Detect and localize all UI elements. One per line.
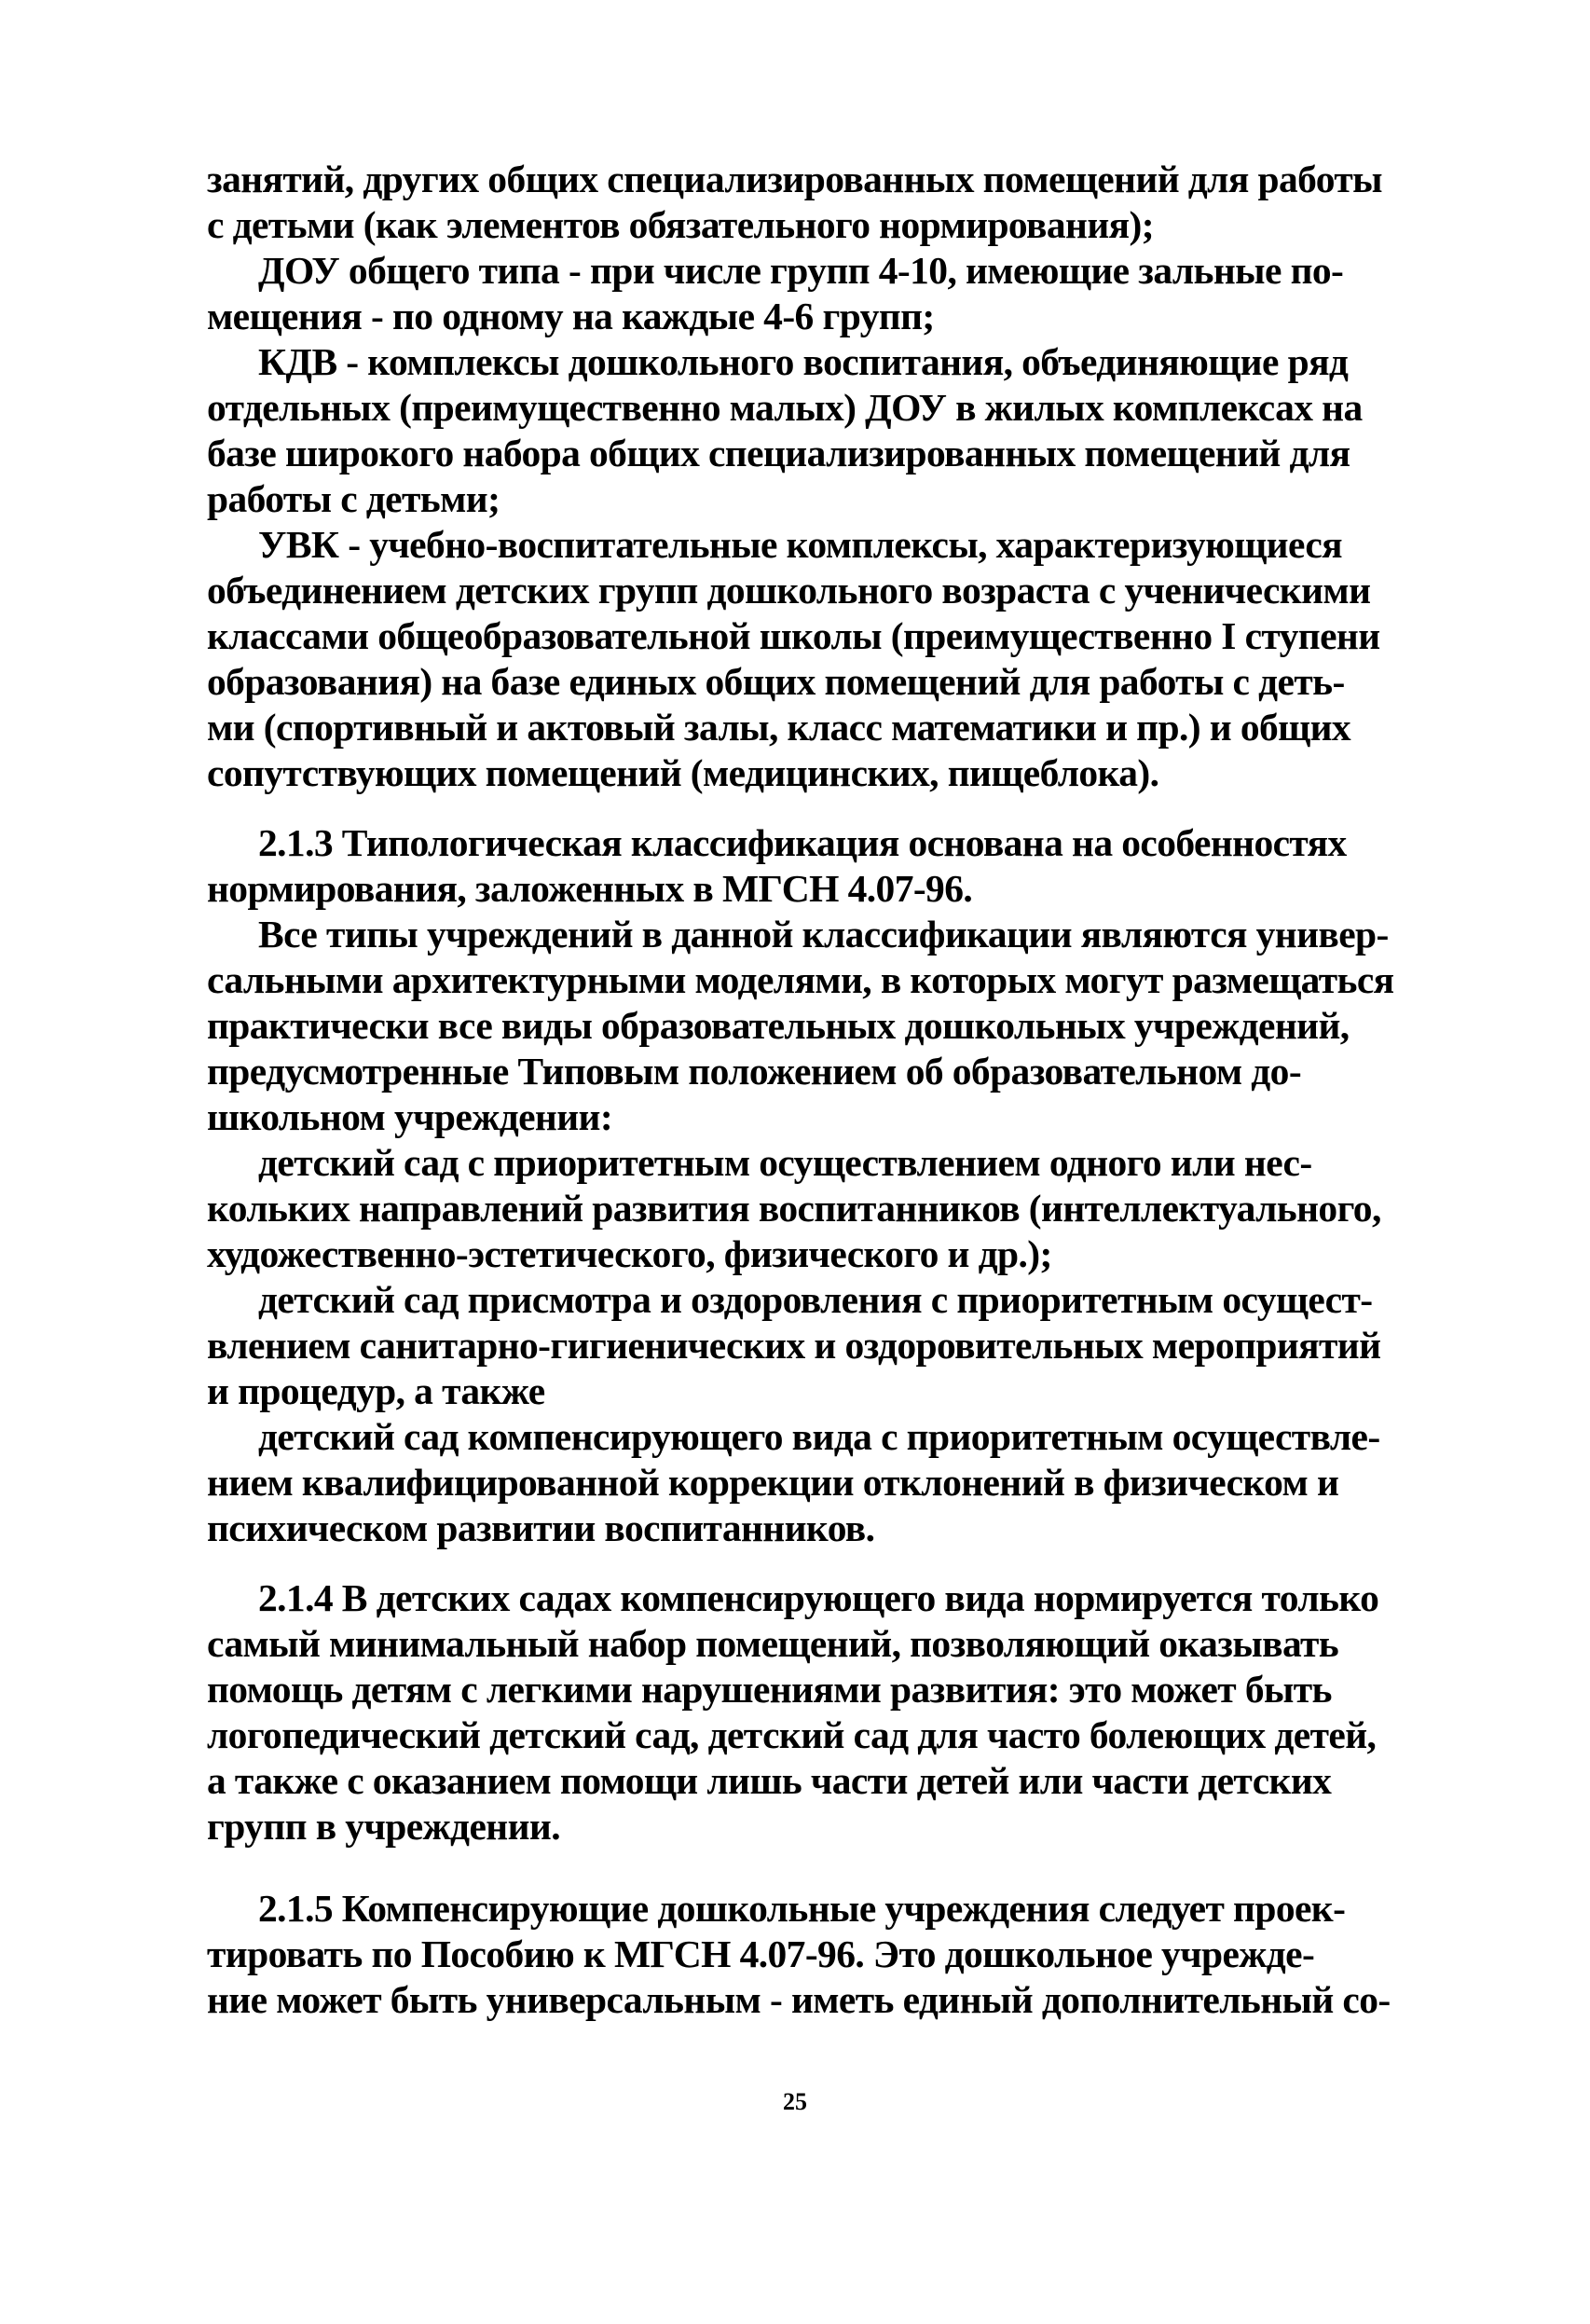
text-line: мещения - по одному на каждые 4-6 групп; (207, 295, 935, 337)
text-line: с детьми (как элементов обязательного нормирования); (207, 203, 1154, 246)
text-line: УВК - учебно-воспитательные комплексы, характеризующиеся (258, 523, 1342, 566)
text-line: детский сад компенсирующего вида с приоритетным осуществле- (258, 1415, 1380, 1458)
text-line: 2.1.4 В детских садах компенсирующего вида нормируется только (258, 1576, 1379, 1619)
text-line: детский сад с приоритетным осуществлением одного или нес- (258, 1141, 1312, 1184)
text-line: а также с оказанием помощи лишь части детей или части детских (207, 1759, 1332, 1802)
text-line: КДВ - комплексы дошкольного воспитания, объединяющие ряд (258, 340, 1349, 383)
text-line: работы с детьми; (207, 477, 500, 520)
text-line: логопедический детский сад, детский сад для часто болеющих детей, (207, 1713, 1377, 1756)
text-line: практически все виды образовательных дошкольных учреждений, (207, 1004, 1350, 1047)
text-line: ДОУ общего типа - при числе групп 4-10, имеющие зальные по- (258, 249, 1344, 292)
text-line: тировать по Пособию к МГСН 4.07-96. Это дошкольное учрежде- (207, 1932, 1315, 1975)
text-line: ние может быть универсальным - иметь единый дополнительный со- (207, 1978, 1391, 2021)
text-line: отдельных (преимущественно малых) ДОУ в жилых комплексах на (207, 386, 1363, 429)
text-line: 2.1.3 Типологическая классификация основана на особенностях (258, 821, 1347, 864)
page-number: 25 (783, 2088, 807, 2115)
text-line: влением санитарно-гигиенических и оздоровительных мероприятий (207, 1324, 1381, 1367)
text-line: художественно-эстетического, физического и др.); (207, 1232, 1052, 1275)
text-line: занятий, других общих специализированных помещений для работы (207, 158, 1382, 200)
text-line: 2.1.5 Компенсирующие дошкольные учреждения следует проек- (258, 1887, 1346, 1930)
paragraph-block-2-1-3 (207, 820, 1428, 1551)
text-line: классами общеобразовательной школы (преимущественно I ступени (207, 614, 1380, 657)
text-line: объединением детских групп дошкольного возраста с ученическими (207, 569, 1371, 612)
text-line: самый минимальный набор помещений, позволяющий оказывать (207, 1622, 1339, 1665)
text-line: предусмотренные Типовым положением об образовательном до- (207, 1050, 1302, 1093)
text-line: нием квалифицированной коррекции отклонений в физическом и (207, 1461, 1339, 1504)
text-line: нормирования, заложенных в МГСН 4.07-96. (207, 867, 973, 910)
text-line: детский сад присмотра и оздоровления с приоритетным осущест- (258, 1278, 1373, 1321)
text-line: групп в учреждении. (207, 1805, 560, 1848)
paragraph-block-types (207, 157, 1428, 796)
text-line: школьном учреждении: (207, 1095, 613, 1138)
paragraph-block-2-1-4 (207, 1575, 1428, 1850)
paragraph-block-2-1-5 (207, 1886, 1428, 2023)
text-line: сальными архитектурными моделями, в которых могут размещаться (207, 958, 1394, 1001)
text-line: кольких направлений развития воспитанников (интеллектуального, (207, 1187, 1381, 1230)
text-line: образования) на базе единых общих помещений для работы с деть- (207, 660, 1345, 703)
text-line: ми (спортивный и актовый залы, класс математики и пр.) и общих (207, 706, 1351, 749)
text-line: психическом развитии воспитанников. (207, 1506, 875, 1549)
text-line: базе широкого набора общих специализированных помещений для (207, 432, 1350, 474)
text-line: и процедур, а также (207, 1369, 545, 1412)
text-line: сопутствующих помещений (медицинских, пищеблока). (207, 751, 1159, 794)
text-line: помощь детям с легкими нарушениями развития: это может быть (207, 1668, 1332, 1711)
text-line: Все типы учреждений в данной классификации являются универ- (258, 913, 1389, 956)
